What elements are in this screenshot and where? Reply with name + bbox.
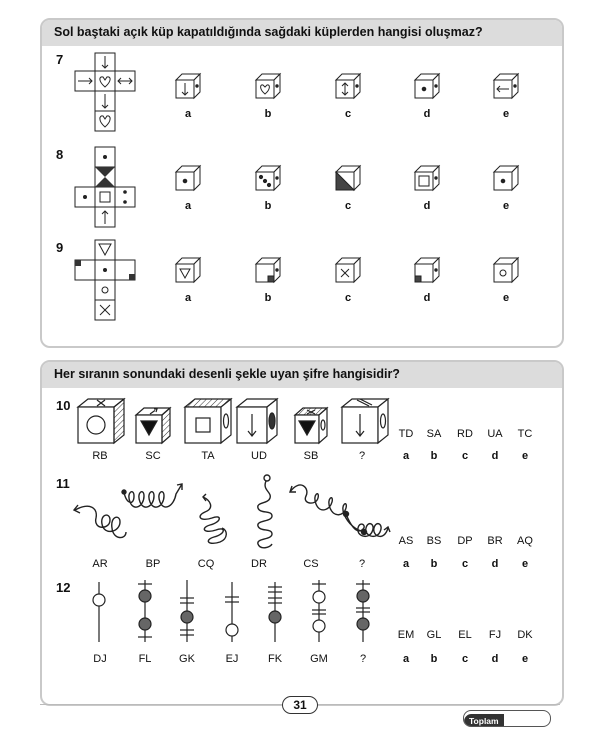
q10-code-4: UD [251, 450, 267, 462]
q11-answer-a[interactable]: AS [398, 535, 414, 547]
q12-code-2: FL [138, 653, 152, 665]
q12-code-3: GK [179, 653, 195, 665]
q11-code-1: AR [92, 558, 108, 570]
q9-option-c[interactable]: c [344, 292, 352, 304]
q10-answer-e[interactable]: TC [517, 428, 533, 440]
q11-code-4: DR [251, 558, 267, 570]
question-number-11: 11 [56, 476, 70, 491]
q12-code-5: FK [267, 653, 283, 665]
q12-option-b[interactable]: b [430, 653, 438, 665]
q7-option-e[interactable]: e [502, 108, 510, 120]
q9-option-a[interactable]: a [184, 292, 192, 304]
stick-unknown [356, 580, 370, 642]
q7-option-d[interactable]: d [423, 108, 431, 120]
q12-option-d[interactable]: d [491, 653, 499, 665]
q11-code-5: CS [303, 558, 319, 570]
question-number-8: 8 [56, 147, 64, 162]
q11-option-e[interactable]: e [521, 558, 529, 570]
q11-answer-b[interactable]: BS [426, 535, 442, 547]
q9-option-d[interactable]: d [423, 292, 431, 304]
q12-answer-a[interactable]: EM [397, 629, 415, 641]
q10-option-d[interactable]: d [491, 450, 499, 462]
stick-ej [225, 582, 239, 642]
q8-option-d[interactable]: d [423, 200, 431, 212]
total-score-box[interactable] [463, 710, 551, 727]
q11-answer-d[interactable]: BR [487, 535, 503, 547]
q11-answer-e[interactable]: AQ [517, 535, 533, 547]
stick-gm [312, 580, 326, 642]
q7-option-b[interactable]: b [264, 108, 272, 120]
q12-option-a[interactable]: a [402, 653, 410, 665]
q9-option-b[interactable]: b [264, 292, 272, 304]
q10-option-b[interactable]: b [430, 450, 438, 462]
q8-option-c[interactable]: c [344, 200, 352, 212]
q11-code-unknown: ? [358, 558, 366, 570]
q12-code-6: GM [310, 653, 328, 665]
q10-answer-c[interactable]: RD [457, 428, 473, 440]
q12-code-unknown: ? [359, 653, 367, 665]
q8-option-b[interactable]: b [264, 200, 272, 212]
q10-code-5: SB [303, 450, 319, 462]
q12-code-4: EJ [225, 653, 239, 665]
q10-code-2: SC [145, 450, 161, 462]
q7-option-a[interactable]: a [184, 108, 192, 120]
q11-option-b[interactable]: b [430, 558, 438, 570]
question-number-12: 12 [56, 580, 71, 595]
q12-answer-e[interactable]: DK [517, 629, 533, 641]
section-2-title: Her sıranın sonundaki desenli şekle uyan şifre hangisidir? [54, 367, 400, 381]
page-number: 31 [282, 696, 318, 714]
q8-option-e[interactable]: e [502, 200, 510, 212]
question-number-9: 9 [56, 240, 64, 255]
question-number-10: 10 [56, 398, 71, 413]
q12-option-e[interactable]: e [521, 653, 529, 665]
stick-fl [138, 580, 152, 642]
q7-option-c[interactable]: c [344, 108, 352, 120]
q8-option-a[interactable]: a [184, 200, 192, 212]
question-number-7: 7 [56, 52, 64, 67]
q11-option-d[interactable]: d [491, 558, 499, 570]
q12-answer-b[interactable]: GL [426, 629, 442, 641]
stick-dj [93, 582, 105, 642]
q10-option-c[interactable]: c [461, 450, 469, 462]
q9-option-e[interactable]: e [502, 292, 510, 304]
total-label: Toplam [464, 714, 504, 727]
q10-code-1: RB [92, 450, 108, 462]
stick-gk [180, 580, 194, 642]
q12-option-c[interactable]: c [461, 653, 469, 665]
q12-answer-c[interactable]: EL [458, 629, 472, 641]
stick-fk [268, 582, 282, 642]
q10-answer-d[interactable]: UA [487, 428, 503, 440]
section-1-title: Sol baştaki açık küp kapatıldığında sağdaki küplerden hangisi oluşmaz? [54, 25, 483, 39]
q11-code-2: BP [145, 558, 161, 570]
q11-code-3: CQ [197, 558, 215, 570]
q12-answer-d[interactable]: FJ [488, 629, 502, 641]
q10-code-unknown: ? [358, 450, 366, 462]
q11-option-c[interactable]: c [461, 558, 469, 570]
q10-option-e[interactable]: e [521, 450, 529, 462]
q10-answer-b[interactable]: SA [426, 428, 442, 440]
q10-option-a[interactable]: a [402, 450, 410, 462]
q11-option-a[interactable]: a [402, 558, 410, 570]
q10-answer-a[interactable]: TD [398, 428, 414, 440]
q10-code-3: TA [201, 450, 215, 462]
q11-answer-c[interactable]: DP [457, 535, 473, 547]
q12-code-1: DJ [93, 653, 107, 665]
